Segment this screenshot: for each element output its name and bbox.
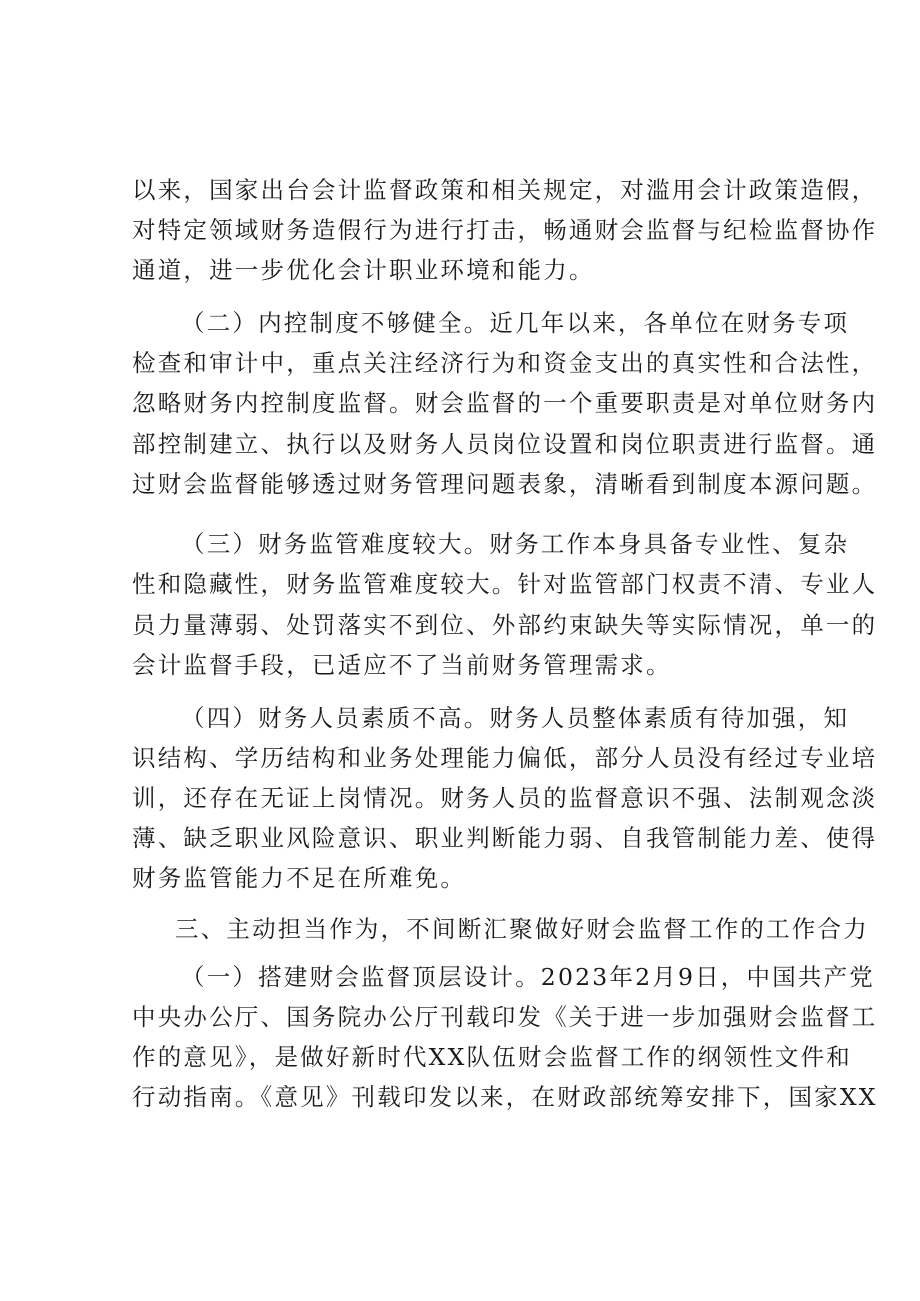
text-line: 以来，国家出台会计监督政策和相关规定，对滥用会计政策造假， xyxy=(132,176,878,204)
section-heading-line: （二）内控制度不够健全。近几年以来，各单位在财务专项 xyxy=(181,309,850,337)
text-line: 对特定领域财务造假行为进行打击，畅通财会监督与纪检监督协作 xyxy=(132,216,878,244)
section-heading-line: （四）财务人员素质不高。财务人员整体素质有待加强，知 xyxy=(181,704,850,732)
text-line: 训，还存在无证上岗情况。财务人员的监督意识不强、法制观念淡 xyxy=(132,784,878,812)
text-line: 性和隐藏性，财务监管难度较大。针对监管部门权责不清、专业人 xyxy=(132,570,878,598)
text-line: 过财会监督能够透过财务管理问题表象，清晰看到制度本源问题。 xyxy=(132,470,878,498)
text-line: 忽略财务内控制度监督。财会监督的一个重要职责是对单位财务内 xyxy=(132,389,878,417)
text-line: 中央办公厅、国务院办公厅刊载印发《关于进一步加强财会监督工 xyxy=(132,1003,878,1031)
chapter-heading: 三、主动担当作为，不间断汇聚做好财会监督工作的工作合力 xyxy=(175,915,869,943)
text-line: 通道，进一步优化会计职业环境和能力。 xyxy=(132,256,595,284)
text-line: 作的意见》，是做好新时代XX队伍财会监督工作的纲领性文件和 xyxy=(132,1043,853,1071)
text-line: 薄、缺乏职业风险意识、职业判断能力弱、自我管制能力差、使得 xyxy=(132,824,878,852)
text-line: 识结构、学历结构和业务处理能力偏低，部分人员没有经过专业培 xyxy=(132,744,878,772)
text-line: 检查和审计中，重点关注经济行为和资金支出的真实性和合法性， xyxy=(132,349,878,377)
text-line: 行动指南。《意见》刊载印发以来，在财政部统筹安排下，国家XX xyxy=(132,1083,878,1111)
text-line: 员力量薄弱、处罚落实不到位、外部约束缺失等实际情况，单一的 xyxy=(132,611,878,639)
text-line: 部控制建立、执行以及财务人员岗位设置和岗位职责进行监督。通 xyxy=(132,430,878,458)
section-heading-line: （三）财务监管难度较大。财务工作本身具备专业性、复杂 xyxy=(181,530,850,558)
text-line: 会计监督手段，已适应不了当前财务管理需求。 xyxy=(132,651,672,679)
section-heading-line: （一）搭建财会监督顶层设计。2023年2月9日，中国共产党 xyxy=(181,963,876,991)
text-line: 财务监管能力不足在所难免。 xyxy=(132,864,467,892)
